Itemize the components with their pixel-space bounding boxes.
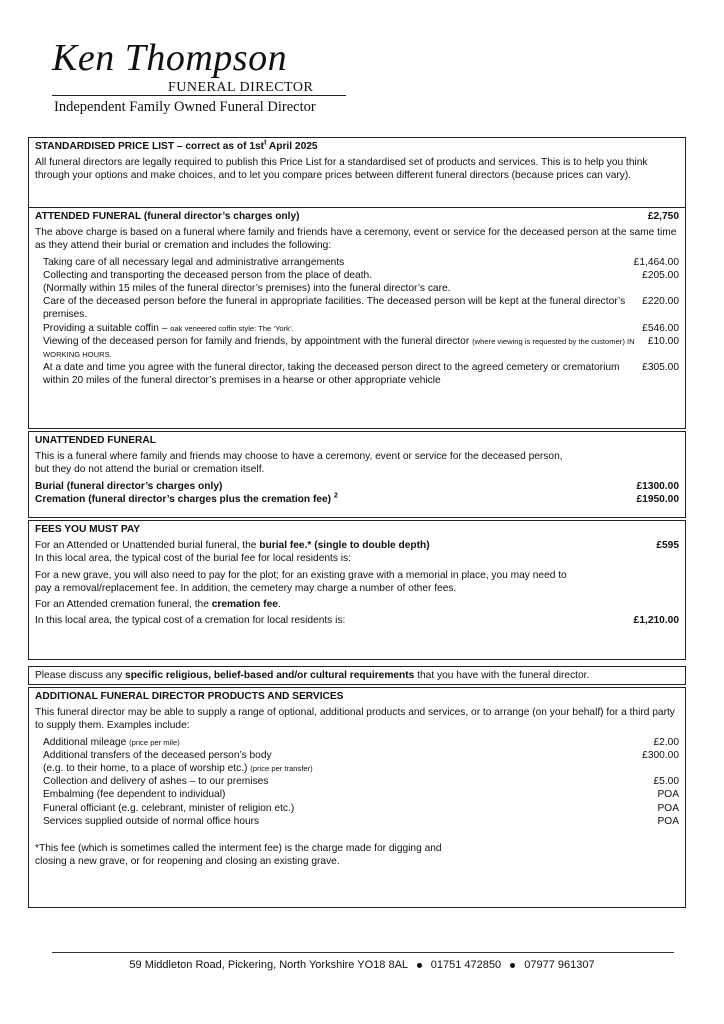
unattended-funeral-section bbox=[28, 431, 686, 518]
list-item: At a date and time you agree with the funeral director, taking the deceased person direct to the agreed cemetery or crematorium within 20 miles of the funeral director’s premises in a hearse or other appropriate vehicle £305.00 bbox=[43, 362, 679, 387]
attended-description: The above charge is based on a funeral where family and friends have a ceremony, event or service for the deceased person at the same time as they attend their burial or cremation and includes the following: bbox=[35, 227, 677, 252]
footer-divider bbox=[52, 952, 674, 953]
list-item: Services supplied outside of normal office hours POA bbox=[43, 815, 679, 827]
cremation-fee-text: For an Attended cremation funeral, the cremation fee. bbox=[35, 599, 281, 611]
company-logo bbox=[52, 38, 352, 118]
list-item: (e.g. to their home, to a place of worship etc.) (price per transfer) bbox=[43, 763, 313, 775]
additional-description: This funeral director may be able to supply a range of optional, additional products and services, or to arrange (on your behalf) for a third party to supply them. Examples include: bbox=[35, 707, 675, 732]
burial-local-text: In this local area, the typical cost of the burial fee for local residents is: bbox=[35, 553, 351, 565]
list-item: Providing a suitable coffin – oak veneered coffin style: The ‘York’. £546.00 bbox=[43, 322, 679, 334]
interment-footnote: *This fee (which is sometimes called the interment fee) is the charge made for digging and closing a new grave, or for reopening and closing an existing grave. bbox=[35, 843, 442, 868]
burial-row: Burial (funeral director’s charges only) £1300.00 bbox=[35, 480, 679, 492]
footer-phone-landline: 01751 472850 bbox=[430, 959, 502, 971]
list-item: Additional transfers of the deceased person’s body £300.00 bbox=[43, 749, 679, 761]
list-item: Collection and delivery of ashes – to our premises £5.00 bbox=[43, 776, 679, 788]
attended-funeral-section bbox=[28, 207, 686, 429]
brand-subtitle: FUNERAL DIRECTOR bbox=[168, 80, 314, 95]
intro-section bbox=[28, 137, 686, 208]
attended-heading: ATTENDED FUNERAL (funeral director’s charges only) bbox=[35, 211, 300, 222]
cremation-fee-row: In this local area, the typical cost of a cremation for local residents is: £1,210.00 bbox=[35, 615, 679, 627]
cremation-row: Cremation (funeral director’s charges plus the cremation fee) $^2$ £1950.00 bbox=[35, 492, 679, 505]
fees-heading: FEES YOU MUST PAY bbox=[35, 524, 141, 535]
footer-address: 59 Middleton Road, Pickering, North Yorkshire YO18 8AL bbox=[129, 959, 408, 971]
list-item: (Normally within 15 miles of the funeral director’s premises) into the funeral director’s care. bbox=[43, 283, 451, 295]
additional-items-list bbox=[35, 736, 679, 828]
unattended-heading: UNATTENDED FUNERAL bbox=[35, 435, 156, 446]
footer-contact bbox=[0, 959, 724, 971]
requirements-note: Please discuss any specific religious, belief-based and/or cultural requirements that you have with the funeral director. bbox=[28, 666, 686, 685]
list-item: Collecting and transporting the deceased person from the place of death. £205.00 bbox=[43, 269, 679, 281]
list-item: Funeral officiant (e.g. celebrant, minister of religion etc.) POA bbox=[43, 802, 679, 814]
unattended-description: This is a funeral where family and friends may choose to have a ceremony, event or service for the deceased person, but they do not attend the burial or cremation itself. bbox=[35, 451, 563, 476]
fees-section bbox=[28, 520, 686, 660]
price-list-title: STANDARDISED PRICE LIST – correct as of $1st^t$ April 2025 bbox=[35, 139, 318, 152]
list-item: Viewing of the deceased person for family and friends, by appointment with the funeral director (where viewing is requested by the customer) IN WORKING HOURS. £10.00 bbox=[43, 335, 679, 360]
attended-heading-row bbox=[35, 210, 679, 223]
intro-text: All funeral directors are legally required to publish this Price List for a standardised set of products and services. This is to help you think through your options and make choices, and to let you compare prices between different funeral directors (because prices can vary). bbox=[35, 157, 648, 182]
grave-text: For a new grave, you will also need to pay for the plot; for an existing grave with a memorial in place, you may need to pay a removal/replacement fee. In addition, the cemetery may charge a number of other fees. bbox=[35, 569, 567, 594]
brand-divider bbox=[52, 95, 346, 96]
list-item: Additional mileage (price per mile) £2.00 bbox=[43, 736, 679, 748]
additional-heading: ADDITIONAL FUNERAL DIRECTOR PRODUCTS AND SERVICES bbox=[35, 691, 344, 702]
attended-items-list bbox=[35, 256, 679, 388]
additional-services-section bbox=[28, 687, 686, 908]
brand-tagline: Independent Family Owned Funeral Director bbox=[54, 99, 316, 115]
bullet-icon bbox=[417, 963, 422, 968]
burial-fee-row: For an Attended or Unattended burial funeral, the burial fee.* (single to double depth) £595 bbox=[35, 540, 679, 552]
footer-phone-mobile: 07977 961307 bbox=[524, 959, 595, 971]
list-item: Taking care of all necessary legal and administrative arrangements £1,464.00 bbox=[43, 256, 679, 268]
attended-total: £2,750 bbox=[647, 211, 679, 222]
brand-name: Ken Thompson bbox=[52, 37, 288, 79]
bullet-icon bbox=[510, 963, 515, 968]
list-item: Care of the deceased person before the funeral in appropriate facilities. The deceased person will be kept at the funeral director’s premises. £220.00 bbox=[43, 296, 679, 321]
list-item: Embalming (fee dependent to individual) POA bbox=[43, 789, 679, 801]
